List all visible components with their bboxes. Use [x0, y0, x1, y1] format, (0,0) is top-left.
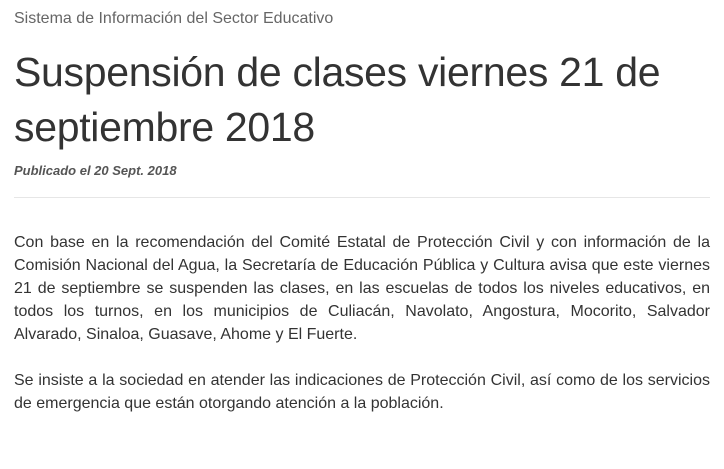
divider — [14, 197, 710, 198]
article-paragraph: Con base en la recomendación del Comité Estatal de Protección Civil y con información de la Comisión Nacional del Agua, la Secretaría de Educación Pública y Cultura avisa que este viernes 21 de septiembre se suspenden las clases, en las escuelas de todos los niveles educativos, en todos los turnos, en los municipios de Culiacán, Navolato, Angostura, Mocorito, Salvador Alvarado, Sinaloa, Guasave, Ahome y El Fuerte. — [14, 234, 710, 343]
article-paragraph: Se insiste a la sociedad en atender las indicaciones de Protección Civil, así como de los servicios de emergencia que están otorgando atención a la población. — [14, 372, 710, 412]
article-container — [0, 9, 724, 415]
published-date: Publicado el 20 Sept. 2018 — [14, 163, 177, 178]
article-title: Suspensión de clases viernes 21 de septiembre 2018 — [14, 49, 661, 150]
site-name: Sistema de Información del Sector Educativo — [14, 10, 334, 27]
